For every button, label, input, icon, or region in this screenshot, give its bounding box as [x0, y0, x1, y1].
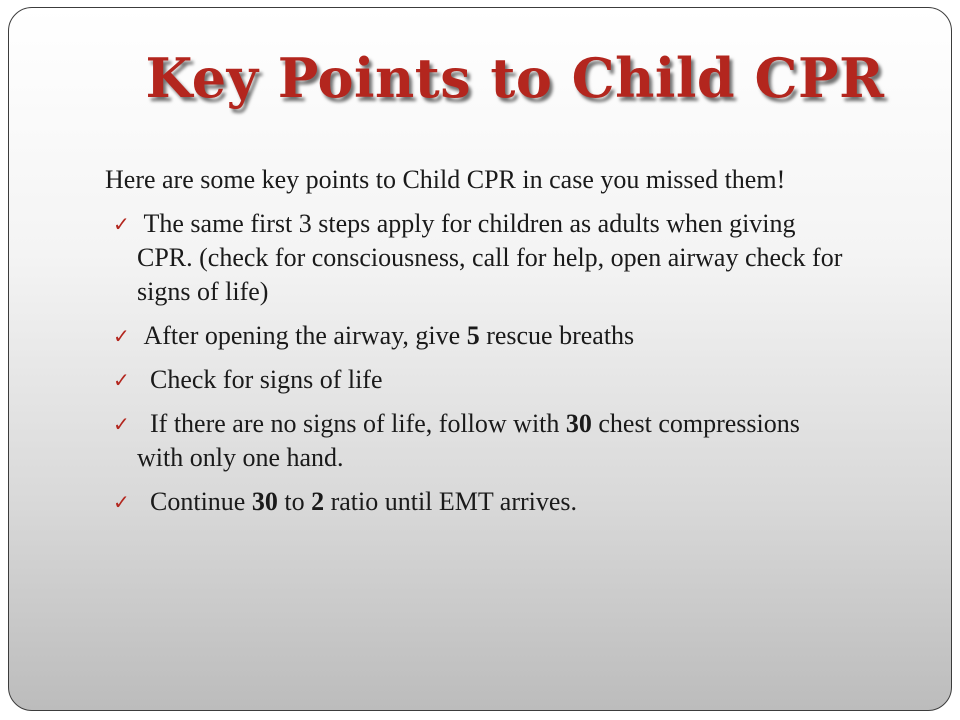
bullet-item-1 [105, 207, 850, 309]
intro-text: Here are some key points to Child CPR in case you missed them! [105, 165, 786, 194]
bullet-item-2 [105, 319, 850, 353]
slide [8, 7, 952, 711]
bullet-item-5 [105, 485, 850, 519]
bullet-text: If there are no signs of life, follow with [137, 409, 566, 438]
bullet-text: Check for signs of life [137, 365, 383, 394]
bullet-text: ratio until EMT arrives. [324, 487, 578, 516]
bullet-number: 30 [565, 409, 592, 438]
checkmark-icon: ✓ [113, 412, 130, 436]
slide-body [105, 163, 850, 529]
bullet-text: chest compressions with only one hand. [137, 409, 807, 472]
slide-title: Key Points to Child CPR [145, 46, 885, 110]
bullet-text: Continue [137, 487, 252, 516]
checkmark-icon: ✓ [113, 368, 130, 392]
bullet-text: After opening the airway, give [137, 321, 467, 350]
checkmark-icon: ✓ [113, 490, 130, 514]
checkmark-icon: ✓ [113, 212, 130, 236]
bullet-item-3 [105, 363, 850, 397]
bullet-item-4 [105, 407, 850, 475]
checkmark-icon: ✓ [113, 324, 130, 348]
bullet-number: 5 [466, 321, 480, 350]
bullet-text: The same first 3 steps apply for children as adults when giving CPR. (check for consciousness, call for help, open airway check for signs of life) [137, 209, 849, 306]
bullet-text: rescue breaths [479, 321, 635, 350]
bullet-number: 2 [311, 487, 325, 516]
bullet-text: to [277, 487, 312, 516]
bullet-number: 30 [251, 487, 278, 516]
